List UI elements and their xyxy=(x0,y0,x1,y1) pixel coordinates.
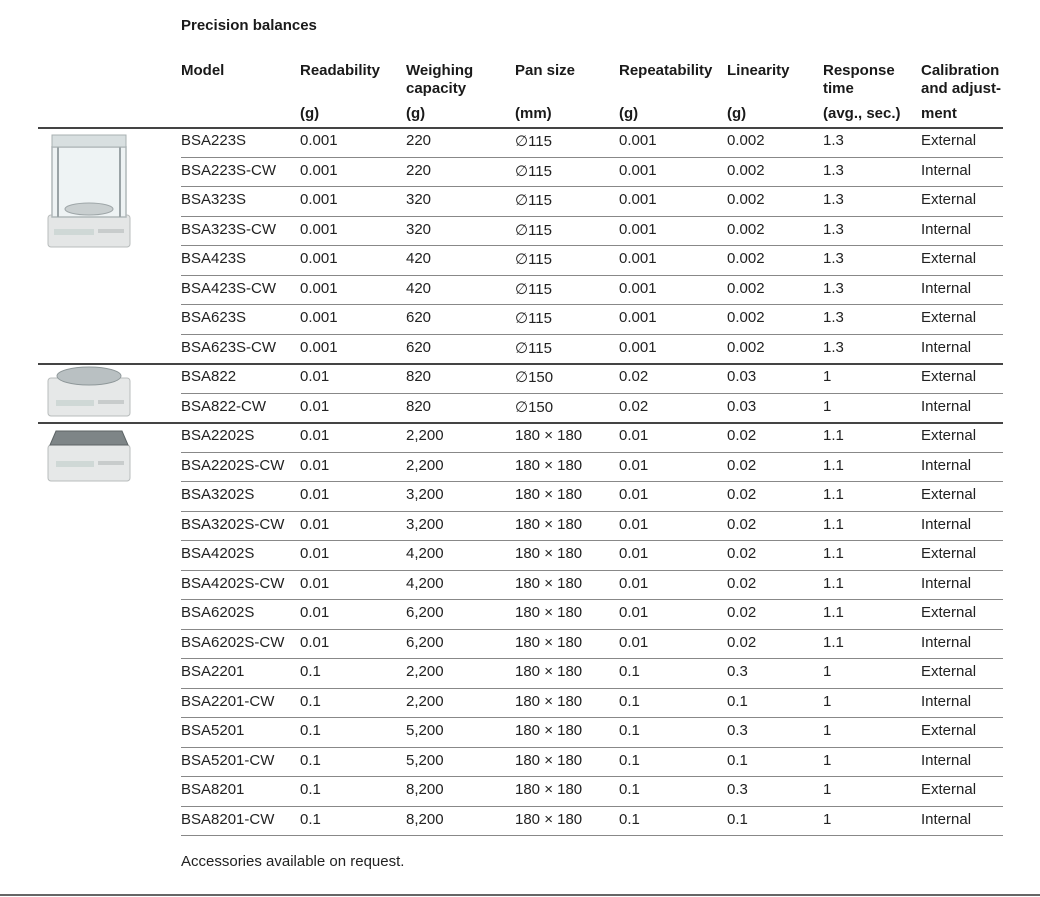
header-line: Linearity xyxy=(727,62,790,79)
header-line: capacity xyxy=(406,80,467,97)
cell-response-time: 1 xyxy=(823,397,832,415)
row-divider xyxy=(181,835,1003,836)
header-line: Model xyxy=(181,62,225,79)
cell-response-time: 1.1 xyxy=(823,427,844,444)
cell-calibration: External xyxy=(921,781,977,798)
cell-repeatability: 0.1 xyxy=(619,781,640,798)
cell-readability: 0.01 xyxy=(300,545,330,562)
cell-linearity: 0.02 xyxy=(727,486,757,503)
cell-model: BSA623S xyxy=(181,309,247,326)
cell-response-time: 1.1 xyxy=(823,604,844,621)
cell-readability: 0.1 xyxy=(300,722,321,739)
cell-weighing-capacity: 820 xyxy=(406,368,432,385)
cell-repeatability: 0.001 xyxy=(619,220,657,238)
page-title: Precision balances xyxy=(181,17,317,34)
table-row xyxy=(0,334,1040,364)
cell-calibration: Internal xyxy=(921,338,972,356)
header-pan-size xyxy=(515,62,575,80)
cell-linearity: 0.03 xyxy=(727,397,757,415)
cell-linearity: 0.02 xyxy=(727,515,757,533)
header-calibration xyxy=(921,62,1001,98)
cell-response-time: 1.1 xyxy=(823,515,844,533)
cell-readability: 0.01 xyxy=(300,604,330,621)
cell-response-time: 1.1 xyxy=(823,456,844,474)
cell-pan-size: ∅150 xyxy=(515,398,554,416)
cell-repeatability: 0.02 xyxy=(619,397,649,415)
cell-readability: 0.1 xyxy=(300,663,321,680)
header-unit-readability: (g) xyxy=(300,105,320,122)
header-linearity xyxy=(727,62,790,80)
cell-readability: 0.01 xyxy=(300,633,330,651)
cell-weighing-capacity: 5,200 xyxy=(406,722,444,739)
cell-calibration: External xyxy=(921,368,977,385)
cell-pan-size: 180 × 180 xyxy=(515,722,583,739)
cell-calibration: Internal xyxy=(921,633,972,651)
cell-repeatability: 0.1 xyxy=(619,722,640,739)
table-row xyxy=(0,688,1040,718)
header-unit-repeatability: (g) xyxy=(619,105,639,122)
header-line: Calibration xyxy=(921,62,1000,79)
cell-model: BSA822 xyxy=(181,368,237,385)
header-weighing-capacity xyxy=(406,62,473,98)
cell-pan-size: 180 × 180 xyxy=(515,663,583,680)
cell-response-time: 1 xyxy=(823,722,832,739)
cell-linearity: 0.02 xyxy=(727,545,757,562)
cell-linearity: 0.1 xyxy=(727,810,748,828)
balance-image-round-pan xyxy=(46,364,132,423)
cell-model: BSA4202S xyxy=(181,545,255,562)
cell-model: BSA822-CW xyxy=(181,397,267,415)
cell-response-time: 1.3 xyxy=(823,279,844,297)
header-line: Repeatability xyxy=(619,62,713,79)
table-row xyxy=(0,629,1040,659)
cell-model: BSA8201 xyxy=(181,781,245,798)
cell-readability: 0.001 xyxy=(300,279,338,297)
cell-linearity: 0.1 xyxy=(727,751,748,769)
table-row xyxy=(0,747,1040,777)
cell-weighing-capacity: 820 xyxy=(406,397,432,415)
cell-weighing-capacity: 6,200 xyxy=(406,604,444,621)
cell-repeatability: 0.001 xyxy=(619,250,657,267)
cell-linearity: 0.3 xyxy=(727,781,748,798)
cell-pan-size: 180 × 180 xyxy=(515,427,583,444)
cell-linearity: 0.002 xyxy=(727,132,765,149)
cell-repeatability: 0.01 xyxy=(619,456,649,474)
cell-pan-size: ∅115 xyxy=(515,133,552,150)
cell-response-time: 1.3 xyxy=(823,161,844,179)
cell-weighing-capacity: 3,200 xyxy=(406,515,444,533)
cell-response-time: 1 xyxy=(823,368,832,385)
cell-model: BSA223S-CW xyxy=(181,161,277,179)
cell-response-time: 1.1 xyxy=(823,633,844,651)
cell-repeatability: 0.001 xyxy=(619,279,657,297)
cell-model: BSA2202S xyxy=(181,427,255,444)
cell-linearity: 0.1 xyxy=(727,692,748,710)
balance-image-square-pan xyxy=(46,425,132,488)
cell-weighing-capacity: 8,200 xyxy=(406,781,444,798)
table-row xyxy=(0,776,1040,806)
cell-model: BSA8201-CW xyxy=(181,810,275,828)
cell-calibration: Internal xyxy=(921,574,972,592)
cell-readability: 0.1 xyxy=(300,781,321,798)
cell-weighing-capacity: 6,200 xyxy=(406,633,444,651)
table-row xyxy=(0,304,1040,334)
table-row xyxy=(0,806,1040,836)
cell-pan-size: ∅115 xyxy=(515,310,552,327)
cell-pan-size: ∅115 xyxy=(515,251,552,268)
cell-weighing-capacity: 620 xyxy=(406,338,432,356)
cell-calibration: Internal xyxy=(921,751,972,769)
cell-model: BSA3202S-CW xyxy=(181,515,285,533)
table-row xyxy=(0,481,1040,511)
cell-readability: 0.01 xyxy=(300,574,330,592)
cell-calibration: Internal xyxy=(921,810,972,828)
cell-pan-size: 180 × 180 xyxy=(515,604,583,621)
cell-repeatability: 0.01 xyxy=(619,545,649,562)
header-readability xyxy=(300,62,380,80)
cell-linearity: 0.002 xyxy=(727,279,765,297)
cell-calibration: External xyxy=(921,604,977,621)
cell-pan-size: 180 × 180 xyxy=(515,515,583,533)
header-repeatability xyxy=(619,62,712,80)
cell-linearity: 0.002 xyxy=(727,220,765,238)
cell-readability: 0.001 xyxy=(300,220,338,238)
table-row xyxy=(0,216,1040,246)
table-row xyxy=(0,157,1040,187)
cell-calibration: Internal xyxy=(921,456,972,474)
cell-weighing-capacity: 2,200 xyxy=(406,456,444,474)
cell-model: BSA223S xyxy=(181,132,247,149)
cell-response-time: 1 xyxy=(823,751,832,769)
cell-calibration: Internal xyxy=(921,397,972,415)
header-model xyxy=(181,62,224,80)
cell-calibration: External xyxy=(921,486,977,503)
table-row xyxy=(0,422,1040,452)
cell-response-time: 1.3 xyxy=(823,309,844,326)
table-row xyxy=(0,245,1040,275)
cell-response-time: 1.3 xyxy=(823,250,844,267)
header-unit-calibration: ment xyxy=(921,105,957,122)
cell-model: BSA2202S-CW xyxy=(181,456,285,474)
cell-calibration: Internal xyxy=(921,515,972,533)
cell-calibration: External xyxy=(921,250,977,267)
header-unit-linearity: (g) xyxy=(727,105,747,122)
cell-linearity: 0.02 xyxy=(727,427,757,444)
cell-model: BSA5201 xyxy=(181,722,245,739)
cell-calibration: Internal xyxy=(921,220,972,238)
cell-pan-size: ∅115 xyxy=(515,339,552,357)
cell-model: BSA6202S-CW xyxy=(181,633,285,651)
cell-repeatability: 0.001 xyxy=(619,161,657,179)
cell-model: BSA423S xyxy=(181,250,247,267)
balance-image-draft-shield xyxy=(46,133,132,254)
cell-readability: 0.001 xyxy=(300,250,338,267)
cell-readability: 0.001 xyxy=(300,132,338,149)
cell-response-time: 1.1 xyxy=(823,486,844,503)
table-row xyxy=(0,511,1040,541)
cell-model: BSA2201 xyxy=(181,663,245,680)
cell-readability: 0.01 xyxy=(300,456,330,474)
cell-calibration: External xyxy=(921,132,977,149)
cell-calibration: External xyxy=(921,722,977,739)
cell-pan-size: ∅150 xyxy=(515,369,554,386)
cell-pan-size: ∅115 xyxy=(515,192,552,209)
cell-linearity: 0.02 xyxy=(727,456,757,474)
cell-weighing-capacity: 220 xyxy=(406,132,432,149)
cell-calibration: External xyxy=(921,663,977,680)
cell-response-time: 1.3 xyxy=(823,338,844,356)
cell-pan-size: 180 × 180 xyxy=(515,810,583,828)
cell-readability: 0.01 xyxy=(300,397,330,415)
cell-pan-size: ∅115 xyxy=(515,280,552,298)
cell-repeatability: 0.001 xyxy=(619,309,657,326)
cell-weighing-capacity: 320 xyxy=(406,220,432,238)
cell-readability: 0.001 xyxy=(300,161,338,179)
cell-readability: 0.001 xyxy=(300,191,338,208)
cell-repeatability: 0.1 xyxy=(619,751,640,769)
header-response-time xyxy=(823,62,895,98)
header-line: and adjust- xyxy=(921,80,1002,97)
cell-pan-size: 180 × 180 xyxy=(515,545,583,562)
cell-repeatability: 0.001 xyxy=(619,338,657,356)
cell-linearity: 0.02 xyxy=(727,574,757,592)
cell-model: BSA4202S-CW xyxy=(181,574,285,592)
cell-pan-size: 180 × 180 xyxy=(515,692,583,710)
cell-model: BSA323S xyxy=(181,191,247,208)
cell-readability: 0.001 xyxy=(300,309,338,326)
cell-weighing-capacity: 420 xyxy=(406,279,432,297)
cell-weighing-capacity: 4,200 xyxy=(406,574,444,592)
table-row xyxy=(0,393,1040,423)
cell-weighing-capacity: 4,200 xyxy=(406,545,444,562)
cell-model: BSA323S-CW xyxy=(181,220,277,238)
cell-weighing-capacity: 8,200 xyxy=(406,810,444,828)
header-line: Readability xyxy=(300,62,381,79)
cell-pan-size: 180 × 180 xyxy=(515,781,583,798)
cell-linearity: 0.002 xyxy=(727,250,765,267)
cell-repeatability: 0.01 xyxy=(619,633,649,651)
cell-readability: 0.1 xyxy=(300,751,321,769)
table-row xyxy=(0,540,1040,570)
cell-calibration: External xyxy=(921,545,977,562)
header-line: Weighing xyxy=(406,62,474,79)
cell-linearity: 0.03 xyxy=(727,368,757,385)
cell-pan-size: 180 × 180 xyxy=(515,486,583,503)
table-row xyxy=(0,570,1040,600)
table-row xyxy=(0,186,1040,216)
cell-model: BSA423S-CW xyxy=(181,279,277,297)
table-row xyxy=(0,717,1040,747)
cell-pan-size: 180 × 180 xyxy=(515,751,583,769)
header-line: time xyxy=(823,80,854,97)
cell-linearity: 0.02 xyxy=(727,604,757,621)
cell-readability: 0.01 xyxy=(300,427,330,444)
table-row xyxy=(0,599,1040,629)
cell-readability: 0.001 xyxy=(300,338,338,356)
cell-repeatability: 0.1 xyxy=(619,810,640,828)
footnote: Accessories available on request. xyxy=(181,853,405,870)
cell-model: BSA623S-CW xyxy=(181,338,277,356)
cell-model: BSA2201-CW xyxy=(181,692,275,710)
table-row xyxy=(0,452,1040,482)
cell-response-time: 1 xyxy=(823,781,832,798)
cell-pan-size: ∅115 xyxy=(515,221,552,239)
cell-response-time: 1 xyxy=(823,663,832,680)
header-unit-weighing-capacity: (g) xyxy=(406,105,426,122)
cell-response-time: 1.1 xyxy=(823,545,844,562)
cell-repeatability: 0.01 xyxy=(619,574,649,592)
page-bottom-rule xyxy=(0,894,1040,896)
cell-weighing-capacity: 220 xyxy=(406,161,432,179)
cell-pan-size: 180 × 180 xyxy=(515,456,583,474)
cell-linearity: 0.002 xyxy=(727,161,765,179)
cell-linearity: 0.3 xyxy=(727,663,748,680)
cell-weighing-capacity: 2,200 xyxy=(406,663,444,680)
cell-calibration: External xyxy=(921,309,977,326)
cell-readability: 0.1 xyxy=(300,810,321,828)
cell-weighing-capacity: 320 xyxy=(406,191,432,208)
table-row xyxy=(0,658,1040,688)
cell-readability: 0.1 xyxy=(300,692,321,710)
cell-weighing-capacity: 2,200 xyxy=(406,427,444,444)
cell-repeatability: 0.01 xyxy=(619,486,649,503)
cell-linearity: 0.002 xyxy=(727,309,765,326)
cell-weighing-capacity: 2,200 xyxy=(406,692,444,710)
cell-weighing-capacity: 620 xyxy=(406,309,432,326)
cell-response-time: 1.3 xyxy=(823,220,844,238)
cell-weighing-capacity: 3,200 xyxy=(406,486,444,503)
cell-model: BSA5201-CW xyxy=(181,751,275,769)
cell-repeatability: 0.1 xyxy=(619,692,640,710)
cell-pan-size: 180 × 180 xyxy=(515,574,583,592)
cell-response-time: 1.3 xyxy=(823,191,844,208)
cell-repeatability: 0.001 xyxy=(619,132,657,149)
cell-calibration: Internal xyxy=(921,161,972,179)
cell-readability: 0.01 xyxy=(300,486,330,503)
cell-calibration: External xyxy=(921,427,977,444)
cell-pan-size: 180 × 180 xyxy=(515,633,583,651)
header-unit-pan-size: (mm) xyxy=(515,105,552,122)
cell-linearity: 0.02 xyxy=(727,633,757,651)
cell-response-time: 1.1 xyxy=(823,574,844,592)
cell-readability: 0.01 xyxy=(300,515,330,533)
cell-calibration: Internal xyxy=(921,692,972,710)
cell-repeatability: 0.01 xyxy=(619,427,649,444)
cell-repeatability: 0.01 xyxy=(619,604,649,621)
table-row xyxy=(0,127,1040,157)
cell-linearity: 0.002 xyxy=(727,191,765,208)
cell-model: BSA3202S xyxy=(181,486,255,503)
cell-response-time: 1 xyxy=(823,692,832,710)
cell-weighing-capacity: 420 xyxy=(406,250,432,267)
table-row xyxy=(0,363,1040,393)
cell-linearity: 0.3 xyxy=(727,722,748,739)
cell-repeatability: 0.1 xyxy=(619,663,640,680)
cell-readability: 0.01 xyxy=(300,368,330,385)
cell-response-time: 1.3 xyxy=(823,132,844,149)
cell-repeatability: 0.01 xyxy=(619,515,649,533)
cell-calibration: External xyxy=(921,191,977,208)
cell-pan-size: ∅115 xyxy=(515,162,552,180)
cell-calibration: Internal xyxy=(921,279,972,297)
cell-linearity: 0.002 xyxy=(727,338,765,356)
cell-response-time: 1 xyxy=(823,810,832,828)
cell-weighing-capacity: 5,200 xyxy=(406,751,444,769)
header-line: Pan size xyxy=(515,62,576,79)
cell-repeatability: 0.001 xyxy=(619,191,657,208)
cell-repeatability: 0.02 xyxy=(619,368,649,385)
cell-model: BSA6202S xyxy=(181,604,255,621)
table-row xyxy=(0,275,1040,305)
header-line: Response xyxy=(823,62,895,79)
header-unit-response-time: (avg., sec.) xyxy=(823,105,901,122)
